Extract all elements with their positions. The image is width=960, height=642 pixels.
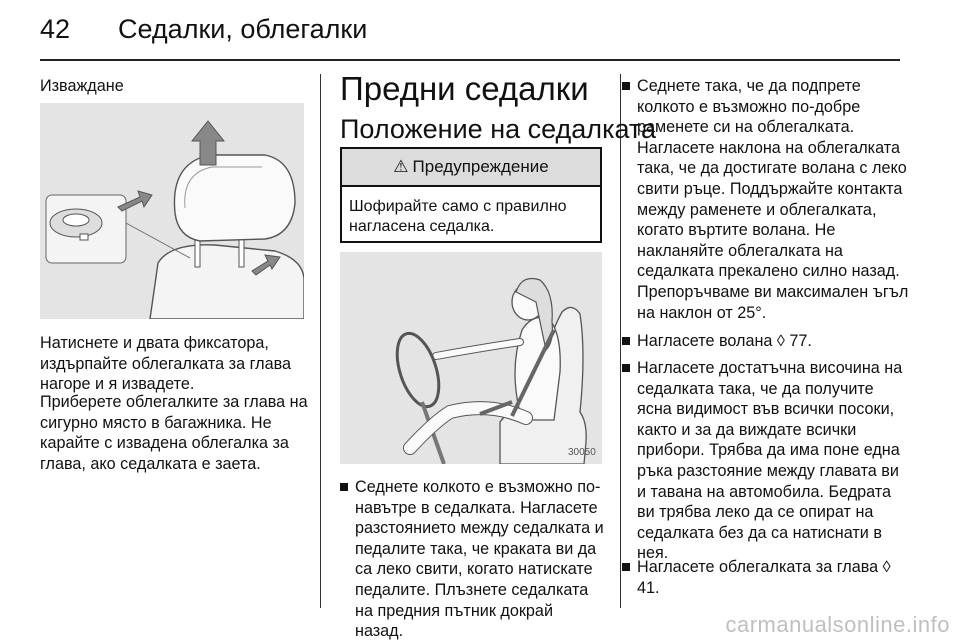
section-title-front-seats: Предни седалки [340,70,589,107]
list-item [637,331,912,352]
headrest-illustration [40,103,304,319]
warning-box [340,147,602,243]
driver-position-drawing [340,252,602,464]
list-item [355,477,605,642]
driver-seating-illustration [340,252,602,464]
bullet-text: Седнете колкото е възможно по-навътре в седалката. Нагласете разстоянието между седалката и педалите така, че краката ви да са леко свити, когато натискате педалите. Плъзнете седалката на предния пътник докрай назад. [355,478,604,641]
bullet-square-icon [622,364,630,372]
bullet-square-icon [622,563,630,571]
warning-triangle-icon: ⚠ [393,157,409,176]
section-heading-removal: Изваждане [40,77,124,95]
bullet-square-icon [622,82,630,90]
removal-instruction-text: Натиснете и двата фиксатора, издърпайте облегалката за глава нагоре и я извадете. [40,334,292,394]
warning-text: Шофирайте само с правилно нагласена седалка. [349,198,567,235]
bullet-text: Нагласете достатъчна височина на седалката така, че да получите ясна видимост във всички посоки, както и за да виждате всички прибори. Трябва да има поне една ръка разстояние между главата ви и тавана на автомобила. Бедрата ви трябва леко да се опират на седалката без да са натиснати в нея. [637,359,903,563]
illustration-number: 30050 [568,447,596,458]
section-subtitle-seat-position: Положение на седалката [340,114,656,144]
bullet-text: Седнете така, че да подпрете колкото е възможно по-добре раменете си на облегалката. Нагласете наклона на облегалката така, че да достигате волана с леко свити ръце. Поддържайте контакта между раменете и облегалката, когато въртите волана. Не накланяйте облегалката на седалката прекалено силно назад. Препоръчваме ви максимален ъгъл на наклон от 25°. [637,77,909,322]
page-header-title: Седалки, облегалки [118,14,368,44]
bullet-square-icon [340,483,348,491]
column-divider-left [320,74,321,608]
headrest-removal-drawing [40,103,304,319]
list-item [637,557,912,598]
list-item [637,76,912,323]
header-rule [40,59,900,61]
list-item [637,358,912,564]
column-divider-right [620,74,621,608]
warning-header [342,149,600,187]
storage-warning-text: Приберете облегалките за глава на сигурно място в багажника. Не карайте с извадена облегалка за глава, ако седалката е заета. [40,393,308,473]
watermark: carmanualsonline.info [725,612,950,637]
warning-title: Предупреждение [412,157,549,176]
bullet-square-icon [622,337,630,345]
page-number: 42 [40,14,71,44]
bullet-text: Нагласете облегалката за глава ◊ 41. [637,558,891,597]
bullet-text: Нагласете волана ◊ 77. [637,332,812,350]
